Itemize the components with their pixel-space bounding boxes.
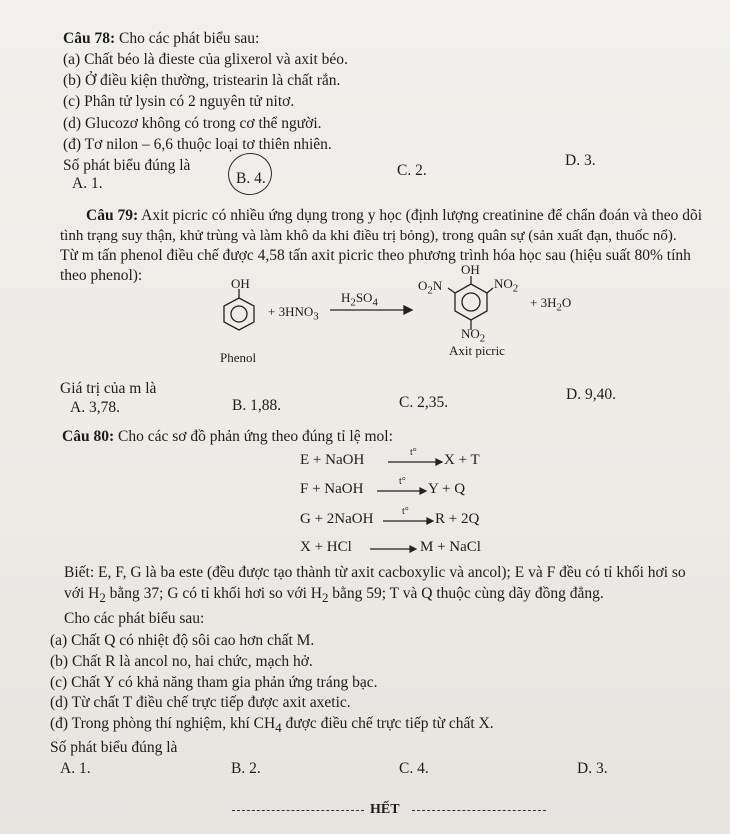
q80-option-b: B. 2. xyxy=(231,760,261,777)
phenol-name: Phenol xyxy=(220,350,257,365)
q80-given-line-1: Biết: E, F, G là ba este (đều được tạo thành từ axit cacboxylic và ancol); E và F đều có tỉ khối hơi so xyxy=(64,564,686,581)
q79-line-3: Từ m tấn phenol điều chế được 4,58 tấn axit picric theo phương trình hóa học sau (hiệu suất 80% tính xyxy=(60,247,691,264)
q80-statement-b: (b) Chất R là ancol no, hai chức, mạch hở. xyxy=(50,653,313,670)
q80-option-c: C. 4. xyxy=(399,760,429,777)
end-label: HẾT xyxy=(370,802,400,817)
q78-statement-a: (a) Chất béo là đieste của glixerol và axit béo. xyxy=(63,51,348,68)
picric-oh-label: OH xyxy=(461,262,480,277)
q79-line-1: Câu 79: Axit picric có nhiều ứng dụng trong y học (định lượng creatinine để chẩn đoán và theo dõi xyxy=(86,207,703,224)
q80-given-line-2: với $H_2$ bằng 37; G có tỉ khối hơi so với $H_2$ bằng 59; T và Q thuộc cùng dãy đồng đẳng. xyxy=(64,585,604,606)
picric-o2n-label: $O_2N$ xyxy=(418,278,443,297)
equation-1-condition: t° xyxy=(410,447,417,458)
equation-2-right: Y + Q xyxy=(428,481,466,497)
q78-statement-d: (d) Glucozơ không có trong cơ thể người. xyxy=(63,115,322,132)
q79-line-4: theo phenol): xyxy=(60,267,143,284)
q79-option-c: C. 2,35. xyxy=(399,394,449,411)
end-divider-left xyxy=(232,810,364,811)
nitric-acid-label: + $3HNO_3$ xyxy=(268,304,319,323)
q80-statement-a: (a) Chất Q có nhiệt độ sôi cao hơn chất M. xyxy=(50,632,315,649)
water-label: + $3H_2O$ xyxy=(530,295,572,314)
equation-3-condition: t° xyxy=(402,506,409,517)
q78-title: Câu 78: Cho các phát biểu sau: xyxy=(63,30,260,47)
equation-4-left: X + HCl xyxy=(300,539,352,555)
end-divider-right xyxy=(412,810,546,811)
q80-statement-c: (c) Chất Y có khả năng tham gia phản ứng tráng bạc. xyxy=(50,674,378,691)
equation-2-condition: t° xyxy=(399,476,406,487)
q78-option-d: D. 3. xyxy=(565,152,596,169)
picric-no2-right-label: $NO_2$ xyxy=(494,276,519,295)
equation-3-right: R + 2Q xyxy=(435,511,480,527)
picric-acid-name: Axit picric xyxy=(449,343,505,358)
equation-1-right: X + T xyxy=(444,452,480,468)
q78-option-c: C. 2. xyxy=(397,162,427,179)
equation-2-left: F + NaOH xyxy=(300,481,364,497)
q80-option-a: A. 1. xyxy=(60,760,91,777)
q79-line-2: tình trạng suy thận, khử trùng và làm khô da khi điều trị bỏng), trong quân sự (sản xuất đạn, thuốc nổ). xyxy=(60,228,677,244)
q78-statement-c: (c) Phân tử lysin có 2 nguyên tử nitơ. xyxy=(63,93,295,110)
q79-option-b: B. 1,88. xyxy=(232,397,282,414)
q80-intro-2: Cho các phát biểu sau: xyxy=(64,610,205,627)
q79-question: Giá trị của m là xyxy=(60,380,157,397)
equation-1-left: E + NaOH xyxy=(300,452,365,468)
q80-statement-dd: (đ) Trong phòng thí nghiệm, khí $CH_4$ được điều chế trực tiếp từ chất X. xyxy=(50,715,494,736)
q78-statement-dd: (đ) Tơ nilon – 6,6 thuộc loại tơ thiên nhiên. xyxy=(63,136,332,153)
q80-option-d: D. 3. xyxy=(577,760,608,777)
q78-option-a: A. 1. xyxy=(72,175,103,192)
q80-title: Câu 80: Cho các sơ đồ phản ứng theo đúng tỉ lệ mol: xyxy=(62,428,393,445)
q80-question: Số phát biểu đúng là xyxy=(50,739,178,756)
picric-no2-bottom-label: $NO_2$ xyxy=(461,326,486,345)
q78-option-b: B. 4. xyxy=(236,170,266,187)
q79-option-a: A. 3,78. xyxy=(70,399,120,416)
equation-4-right: M + NaCl xyxy=(420,539,481,555)
q78-statement-b: (b) Ở điều kiện thường, tristearin là chất rắn. xyxy=(63,72,341,89)
phenol-oh-label: OH xyxy=(231,276,250,291)
q78-question: Số phát biểu đúng là xyxy=(63,157,191,174)
catalyst-label: $H_2SO_4$ xyxy=(341,290,378,309)
equation-3-left: G + 2NaOH xyxy=(300,511,374,527)
q80-statement-d: (d) Từ chất T điều chế trực tiếp được axit axetic. xyxy=(50,694,351,711)
q79-option-d: D. 9,40. xyxy=(566,386,616,403)
